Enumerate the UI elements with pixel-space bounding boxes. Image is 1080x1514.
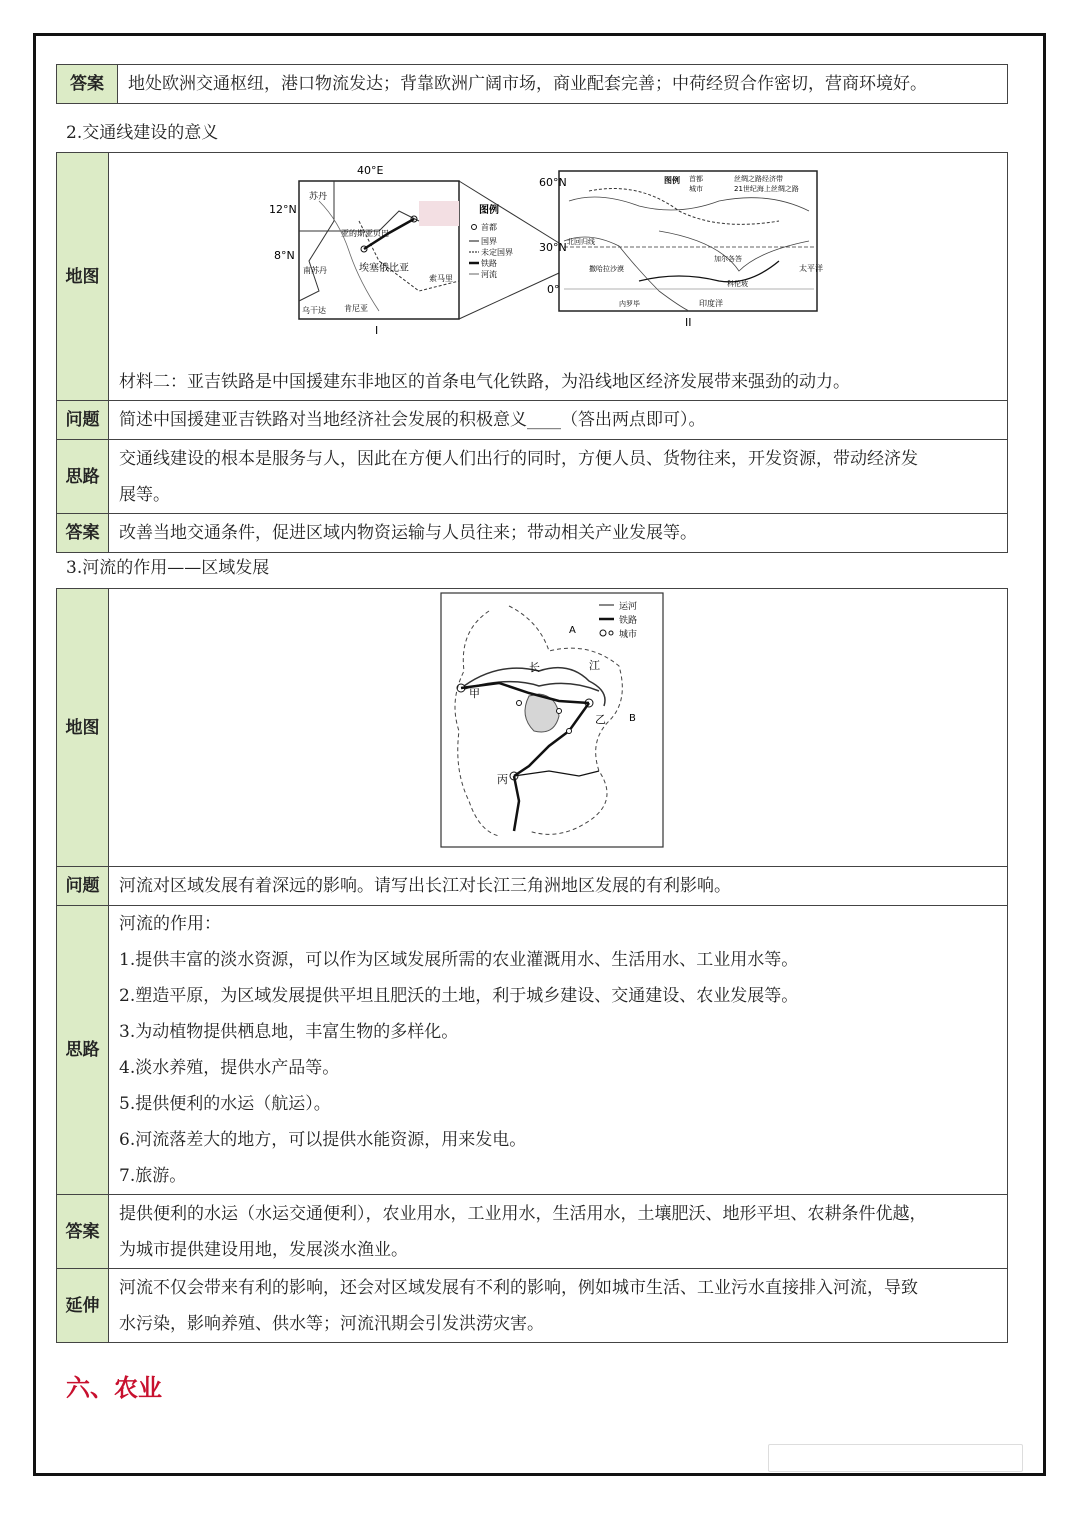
map1-lat12: 12°N [269, 203, 297, 216]
map2-colombo: 科伦坡 [727, 280, 748, 288]
thought-line: 3.为动植物提供栖息地，丰富生物的多样化。 [119, 1022, 459, 1042]
map-label: 地图 [57, 153, 109, 401]
chapter-title: 六、农业 [66, 1374, 162, 1402]
footer-box [768, 1444, 1023, 1472]
transport-maps [119, 161, 999, 400]
map1-lat8: 8°N [274, 249, 295, 262]
thought-line-1: 交通线建设的根本是服务与人，因此在方便人们出行的同时，方便人员、货物往来，开发资源，带动经济发 [119, 448, 918, 469]
answer-label: 答案 [57, 65, 118, 104]
answer-label: 答案 [57, 514, 109, 553]
map3-river-jiang: 江 [589, 659, 600, 672]
section-2-title: 2.交通线建设的意义 [66, 123, 219, 143]
map3-legend-rail: 铁路 [619, 616, 638, 626]
map3-legend-canal: 运河 [619, 602, 638, 612]
thought-line: 2.塑造平原，为区域发展提供平坦且肥沃的土地，利于城乡建设、交通建设、农业发展等。 [119, 986, 799, 1006]
map2-lat0: 0° [547, 283, 560, 296]
map3-city-jia: 甲 [469, 687, 480, 700]
section-2-table [56, 152, 1008, 553]
answer-line-2: 为城市提供建设用地，发展淡水渔业。 [119, 1239, 408, 1260]
extend-label: 延伸 [57, 1269, 109, 1343]
map2-tropic: 北回归线 [567, 238, 595, 246]
map3-label-a: A [569, 625, 576, 636]
map1-south-sudan: 南苏丹 [303, 266, 327, 275]
question-text: 简述中国援建亚吉铁路对当地经济社会发展的积极意义____（答出两点即可）。 [109, 401, 1008, 440]
map3-label-b: B [629, 713, 636, 724]
thought-line: 4.淡水养殖，提供水产品等。 [119, 1058, 340, 1078]
yangtze-delta-map [119, 591, 999, 853]
map1-addis: 亚的斯亚贝巴 [341, 229, 389, 238]
map2-legend-silk: 丝绸之路经济带 [734, 175, 783, 183]
answer-text: 改善当地交通条件，促进区域内物资运输与人员往来；带动相关产业发展等。 [109, 514, 1008, 553]
map1-roman: I [375, 324, 379, 337]
extend-line-2: 水污染，影响养殖、供水等；河流汛期会引发洪涝灾害。 [119, 1313, 544, 1334]
question-label: 问题 [57, 867, 109, 906]
map2-legend-capital: 首都 [689, 175, 703, 183]
map1-legend-capital: 首都 [481, 223, 497, 232]
material-text: 材料二：亚吉铁路是中国援建东非地区的首条电气化铁路，为沿线地区经济发展带来强劲的动力。 [119, 372, 850, 392]
map2-kolkata: 加尔各答 [714, 255, 742, 263]
answer-line-1: 提供便利的水运（水运交通便利），农业用水，工业用水，生活用水，土壤肥沃、地形平坦、农耕条件优越， [119, 1203, 927, 1224]
map1-kenya: 肯尼亚 [344, 304, 368, 313]
map3-city-bing: 丙 [497, 773, 508, 786]
section-3-table [56, 588, 1008, 1343]
map2-lat30: 30°N [539, 241, 567, 254]
map-figure [119, 161, 999, 341]
map1-legend-rail: 铁路 [481, 259, 497, 268]
map1-legend-border: 国界 [481, 237, 497, 246]
question-text: 河流对区域发展有着深远的影响。请写出长江对长江三角洲地区发展的有利影响。 [109, 867, 1008, 906]
map3-city-yi: 乙 [595, 713, 606, 726]
map-label: 地图 [57, 589, 109, 867]
thought-line: 7.旅游。 [119, 1166, 187, 1186]
map1-sudan: 苏丹 [309, 192, 328, 202]
map2-legend-city: 城市 [689, 185, 703, 193]
map2-india-ocean: 印度洋 [699, 299, 723, 308]
thought-label: 思路 [57, 440, 109, 514]
map2-legend-title: 图例 [664, 176, 680, 185]
map2-legend-maritime: 21世纪海上丝绸之路 [734, 185, 799, 193]
map1-legend-river: 河流 [481, 270, 497, 279]
map2-roman: II [685, 316, 692, 329]
map3-legend-city: 城市 [619, 630, 638, 640]
thought-line: 河流的作用： [119, 914, 221, 934]
answer-text: 地处欧洲交通枢纽，港口物流发达；背靠欧洲广阔市场，商业配套完善；中荷经贸合作密切，营商环境好。 [118, 65, 1008, 104]
map1-legend-title: 图例 [479, 205, 499, 216]
map1-uganda: 乌干达 [302, 306, 326, 315]
map2-pacific: 太平洋 [799, 264, 823, 273]
map2-nairobi: 内罗毕 [619, 300, 640, 308]
map1-lon-label: 40°E [357, 164, 384, 177]
thought-line: 5.提供便利的水运（航运）。 [119, 1094, 331, 1114]
section-3-title: 3.河流的作用——区域发展 [66, 558, 270, 578]
extend-line-1: 河流不仅会带来有利的影响，还会对区域发展有不利的影响，例如城市生活、工业污水直接排入河流，导致 [119, 1277, 918, 1298]
answer-label: 答案 [57, 1195, 109, 1269]
map1-ethiopia: 埃塞俄比亚 [359, 263, 409, 274]
question-label: 问题 [57, 401, 109, 440]
map1-legend-undef: 未定国界 [481, 248, 513, 257]
map2-lat60: 60°N [539, 176, 567, 189]
answer-table-1 [56, 64, 1008, 104]
thought-label: 思路 [57, 906, 109, 1195]
map3-river-chang: 长 [529, 661, 540, 674]
thought-line: 1.提供丰富的淡水资源，可以作为区域发展所需的农业灌溉用水、生活用水、工业用水等。 [119, 950, 799, 970]
thought-line: 6.河流落差大的地方，可以提供水能资源，用来发电。 [119, 1130, 527, 1150]
thought-line-2: 展等。 [119, 484, 170, 505]
map1-somalia: 索马里 [429, 274, 453, 283]
map2-sahara: 撒哈拉沙漠 [589, 265, 624, 273]
